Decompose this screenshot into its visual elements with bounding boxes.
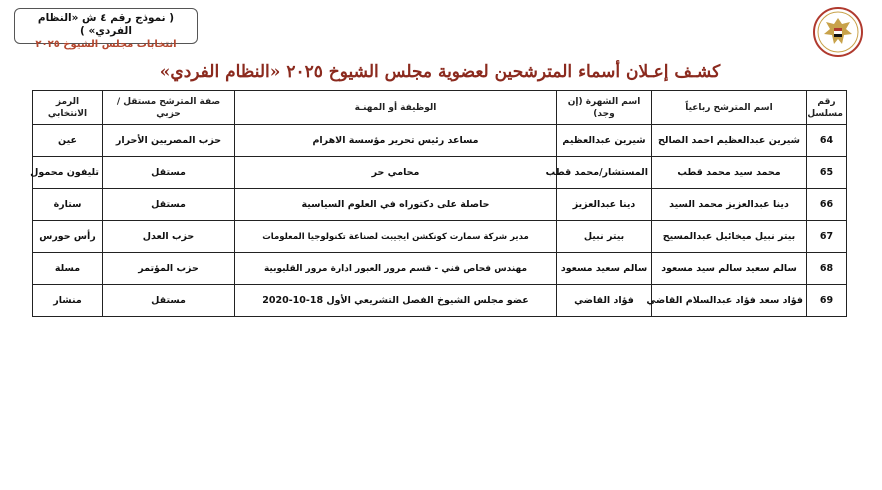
cell-occupation: مساعد رئيس تحرير مؤسسة الاهرام bbox=[235, 125, 557, 157]
header-occupation: الوظيفة أو المهنـة bbox=[235, 91, 557, 125]
cell-electoral-symbol: تليفون محمول bbox=[33, 157, 103, 189]
cell-serial: 68 bbox=[807, 253, 847, 285]
form-number-label: ( نموذج رقم ٤ ش «النظام الفردي» ) bbox=[37, 12, 175, 37]
cell-known-name: بيتر نبيل bbox=[557, 221, 652, 253]
form-number-box bbox=[14, 8, 198, 50]
cell-known-name: المستشار/محمد قطب bbox=[557, 157, 652, 189]
cell-electoral-symbol: ستارة bbox=[33, 189, 103, 221]
cell-known-name: دينا عبدالعزيز bbox=[557, 189, 652, 221]
cell-serial: 66 bbox=[807, 189, 847, 221]
cell-candidate-status: حزب المؤتمر bbox=[103, 253, 235, 285]
cell-candidate-status: حزب العدل bbox=[103, 221, 235, 253]
header-known-name: اسم الشهرة (إن وجد) bbox=[557, 91, 652, 125]
cell-electoral-symbol: عين bbox=[33, 125, 103, 157]
cell-candidate-status: مستقل bbox=[103, 157, 235, 189]
cell-known-name: سالم سعيد مسعود bbox=[557, 253, 652, 285]
cell-candidate-status: مستقل bbox=[103, 285, 235, 317]
page-title: كشـف إعـلان أسماء المترشحين لعضوية مجلس الشيوخ ٢٠٢٥ «النظام الفردي» bbox=[159, 62, 721, 82]
table-row bbox=[33, 221, 847, 253]
cell-known-name: شيرين عبدالعظيم bbox=[557, 125, 652, 157]
cell-serial: 69 bbox=[807, 285, 847, 317]
cell-candidate-name: محمد سيد محمد قطب bbox=[652, 157, 807, 189]
cell-occupation: محامي حر bbox=[235, 157, 557, 189]
table-row bbox=[33, 189, 847, 221]
cell-candidate-name: فؤاد سعد فؤاد عبدالسلام القاضي bbox=[652, 285, 807, 317]
table-row bbox=[33, 125, 847, 157]
table-header-row bbox=[33, 91, 847, 125]
cell-occupation: مهندس فحاص فني - قسم مرور العبور ادارة مرور القليوبية bbox=[235, 253, 557, 285]
cell-serial: 67 bbox=[807, 221, 847, 253]
cell-candidate-name: دينا عبدالعزيز محمد السيد bbox=[652, 189, 807, 221]
candidates-table bbox=[32, 90, 847, 317]
cell-occupation: حاصلة على دكتوراه في العلوم السياسية bbox=[235, 189, 557, 221]
cell-electoral-symbol: مسلة bbox=[33, 253, 103, 285]
cell-known-name: فؤاد القاضي bbox=[557, 285, 652, 317]
header-candidate-status: صفة المترشح مستقل / حزبي bbox=[103, 91, 235, 125]
cell-candidate-status: مستقل bbox=[103, 189, 235, 221]
cell-electoral-symbol: رأس حورس bbox=[33, 221, 103, 253]
header-serial: رقم مسلسل bbox=[807, 91, 847, 125]
cell-candidate-name: بيتر نبيل ميخائيل عبدالمسيح bbox=[652, 221, 807, 253]
cell-occupation: مدير شركة سمارت كونكشن ايجيبت لصناعة تكنولوجيا المعلومات bbox=[235, 221, 557, 253]
header-candidate-name: اسم المترشح رباعياً bbox=[652, 91, 807, 125]
cell-serial: 65 bbox=[807, 157, 847, 189]
cell-serial: 64 bbox=[807, 125, 847, 157]
table-row bbox=[33, 253, 847, 285]
table-row bbox=[33, 285, 847, 317]
egypt-seal-icon bbox=[812, 6, 864, 58]
cell-candidate-name: سالم سعيد سالم سيد مسعود bbox=[652, 253, 807, 285]
cell-electoral-symbol: منشار bbox=[33, 285, 103, 317]
cell-candidate-name: شيرين عبدالعظيم احمد الصالح bbox=[652, 125, 807, 157]
election-label: انتخابات مجلس الشيوخ ٢٠٢٥ bbox=[35, 39, 177, 50]
header-electoral-symbol: الرمز الانتخابي bbox=[33, 91, 103, 125]
cell-occupation: عضو مجلس الشيوخ الفصل التشريعي الأول 18-10-2020 bbox=[235, 285, 557, 317]
cell-candidate-status: حزب المصريين الأحرار bbox=[103, 125, 235, 157]
table-row bbox=[33, 157, 847, 189]
